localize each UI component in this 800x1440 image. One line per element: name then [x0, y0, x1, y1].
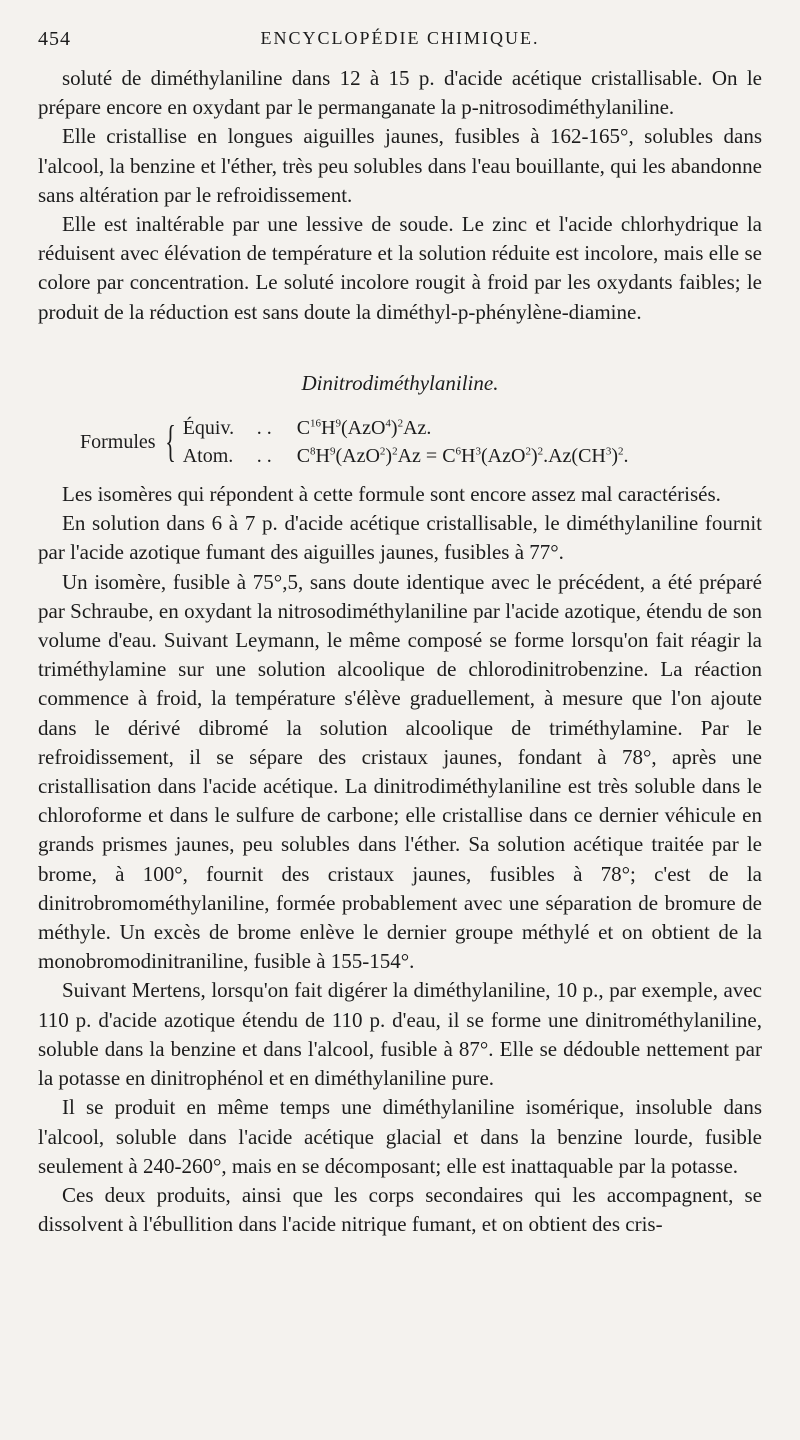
paragraph: Suivant Mertens, lorsqu'on fait digérer la diméthylaniline, 10 p., par exemple, avec 110 p. d'acide azotique étendu de 110 p. d'eau, il se forme une dinitrométhylaniline, soluble dans la benzine et dans l'alcool, fusible à 87°. Elle se dédouble nettement par la potasse en dinitrophénol et en diméthylaniline pure. — [38, 978, 762, 1091]
paragraph: soluté de diméthylaniline dans 12 à 15 p. d'acide acétique cristallisable. On le prépare encore en oxydant par le permanganate la p-nitrosodiméthylaniline. — [38, 66, 762, 120]
paragraph: En solution dans 6 à 7 p. d'acide acétique cristallisable, le diméthylaniline fournit par l'acide azotique fumant des aiguilles jaunes, fusibles à 77°. — [38, 511, 762, 565]
paragraphs-after — [38, 480, 762, 1239]
paragraph: Un isomère, fusible à 75°,5, sans doute identique avec le précédent, a été préparé par Schraube, en oxydant la nitrosodiméthylaniline par l'acide azotique, étendu de son volume d'eau. Suivant Leymann, le même composé se forme lorsqu'on fait réagir la triméthylamine sur une solution alcoolique de chlorodinitrobenzine. La réaction commence à froid, la température s'élève graduellement, à mesure que l'on ajoute dans le dérivé dibromé la solution alcoolique de triméthylamine. Par le refroidissement, il se sépare des cristaux jaunes, fondant à 78°, après une cristallisation dans l'acide acétique. La dinitrodiméthylaniline est très soluble dans le chloroforme et dans le sulfure de carbone; elle cristallise dans ce dernier véhicule en grands prismes jaunes, peu solubles dans l'éther. Sa solution acétique traitée par le brome, à 100°, fournit des cristaux jaunes, fusibles à 78°; c'est de la dinitrobromométhylaniline, formée probablement avec une séparation de bromure de méthyle. Un excès de brome enlève le dernier groupe méthylé et on obtient de la monobromodinitraniline, fusible à 155-154°. — [38, 569, 762, 974]
paragraphs-before — [38, 64, 762, 327]
page-body — [38, 64, 762, 1239]
formula-atom-value: $C^8H^9(AzO^2)^2Az = C^6H^3(AzO^2)^2.Az(CH^3)^2$. — [296, 445, 629, 468]
running-title: ENCYCLOPÉDIE CHIMIQUE. — [260, 28, 540, 48]
formula-equiv-label: Équiv. — [182, 417, 235, 440]
formula-label: Formules — [80, 431, 156, 454]
paragraph: Les isomères qui répondent à cette formule sont encore assez mal caractérisés. — [62, 482, 721, 507]
paragraph: Elle est inaltérable par une lessive de soude. Le zinc et l'acide chlorhydrique la réduisent avec élévation de température et la solution réduite est incolore, mais elle se colore par concentration. Le soluté incolore rougit à froid par les oxydants faibles; le produit de la réduction est sans doute la diméthyl-p-phénylène-diamine. — [38, 212, 762, 324]
formula-equiv-value: $C^{16}H^9(AzO^4)^2Az$. — [296, 417, 432, 440]
paragraph: Il se produit en même temps une diméthylaniline isomérique, insoluble dans l'alcool, soluble dans l'acide acétique glacial et dans la benzine lourde, fusible seulement à 240-260°, mais en se décomposant; elle est inattaquable par la potasse. — [38, 1095, 762, 1178]
formula-atom-label: Atom. — [182, 445, 234, 468]
formula-lines — [183, 414, 629, 470]
page-number: 454 — [38, 28, 71, 50]
formula-block — [80, 414, 762, 470]
section-title: Dinitrodiméthylaniline. — [301, 370, 499, 395]
formula-atom: Atom. . . $C^8H^9(AzO^2)^2Az = C^6H^3(AzO^2)^2.Az(CH^3)^2$. — [183, 442, 629, 470]
page-header — [38, 28, 762, 62]
paragraph: Elle cristallise en longues aiguilles jaunes, fusibles à 162-165°, solubles dans l'alcool, la benzine et l'éther, très peu solubles dans l'eau bouillante, qui les abandonne sans altération par le refroidissement. — [38, 124, 762, 207]
paragraph: Ces deux produits, ainsi que les corps secondaires qui les accompagnent, se dissolvent à l'ébullition dans l'acide nitrique fumant, et on obtient des cris- — [38, 1182, 762, 1237]
formula-equiv: Équiv. . . $C^{16}H^9(AzO^4)^2Az$. — [183, 414, 629, 442]
brace-icon: { — [164, 417, 176, 467]
